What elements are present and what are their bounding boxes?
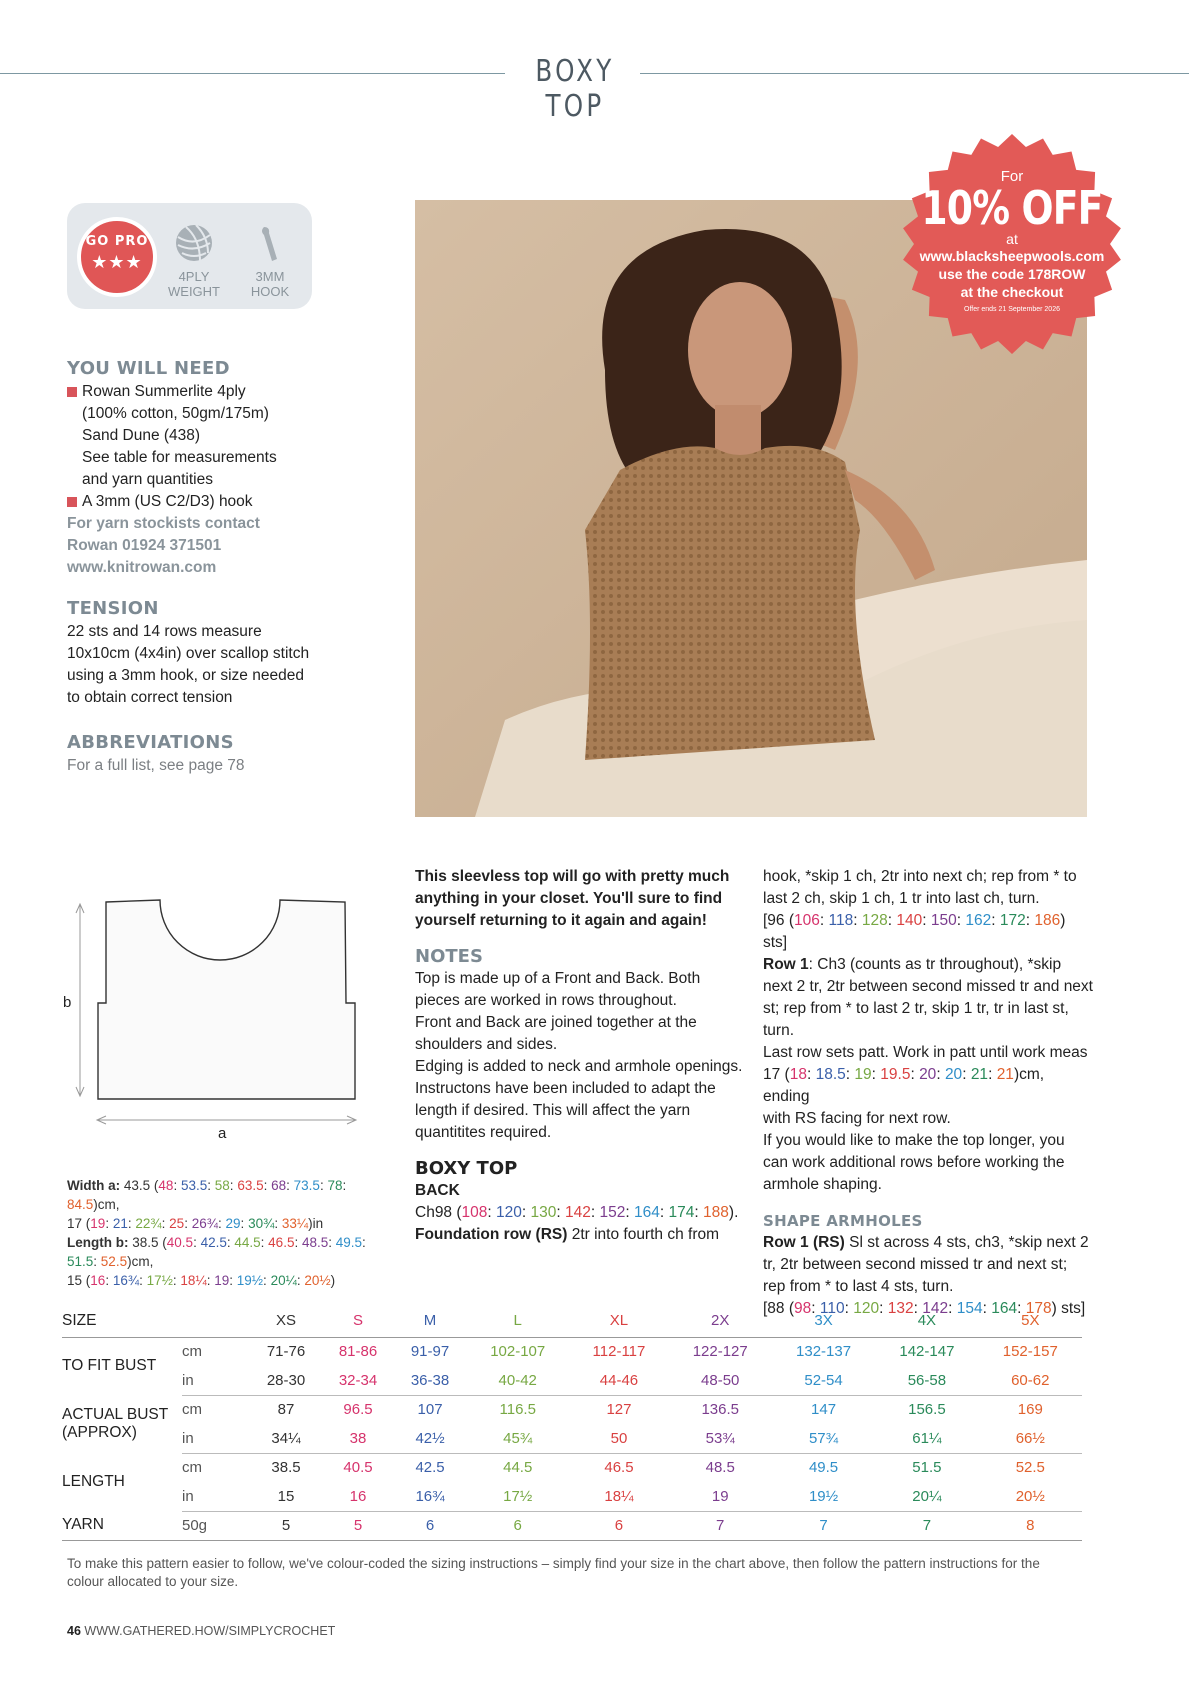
offer-checkout: at the checkout [960, 284, 1064, 300]
size-value: 52.5 [100, 1254, 128, 1269]
discount-offer-badge[interactable] [900, 132, 1124, 356]
intro-text: This sleevless top will go with pretty much anything in your closet. You'll sure to find yourself returning to it again and again! [415, 868, 730, 929]
unit-label: cm [182, 1401, 202, 1419]
table-cell: 16¾ [394, 1482, 466, 1511]
table-cell: 48-50 [669, 1366, 772, 1395]
table-cell: 112-117 [592, 1343, 646, 1361]
table-cell: 81-86 [338, 1343, 378, 1361]
abbreviations-text: For a full list, see page 78 [67, 757, 245, 774]
table-cell: 60-62 [979, 1366, 1082, 1395]
notes-heading: NOTES [415, 946, 483, 967]
meas-suffix: )cm, ending [763, 1066, 1045, 1105]
size-value: 73.5 [293, 1178, 320, 1193]
table-cell: 127 [606, 1401, 632, 1419]
size-value: 98 [794, 1300, 812, 1317]
yarn-row [62, 1511, 1082, 1540]
yarn-note-2: and yarn quantities [82, 471, 213, 488]
yarn-note-1: See table for measurements [82, 449, 277, 466]
size-value: 118 [828, 912, 854, 929]
size-value: 150 [930, 912, 957, 929]
back-heading: BACK [415, 1182, 460, 1199]
size-value: 58 [214, 1178, 230, 1193]
tension-line: 10x10cm (4x4in) over scallop stitch [67, 645, 310, 662]
size-label: SIZE [62, 1305, 182, 1337]
size-value: 19½ [236, 1273, 264, 1288]
size-value: 78 [327, 1178, 343, 1193]
size-value: 162 [965, 912, 992, 929]
size-value: 16 [90, 1273, 106, 1288]
row-label: YARN [62, 1511, 182, 1540]
table-header-row [62, 1305, 1082, 1337]
length-cm-values: 38.5 (40.5: 42.5: 44.5: 46.5: 48.5: 49.5: 51.5: 52.5) [67, 1235, 366, 1269]
folio-url: WWW.GATHERED.HOW/SIMPLYCROCHET [84, 1624, 336, 1638]
hook-line1: 3MM [255, 269, 285, 284]
length-in-values: 15 (16: 16¾: 17½: 18¼: 19: 19½: 20¼: 20½) [67, 1273, 336, 1288]
size-value: 18.5 [815, 1066, 846, 1083]
size-value: 178 [1025, 1300, 1052, 1317]
size-value: 186 [1034, 912, 1061, 929]
hook-size [235, 223, 305, 299]
skill-badge [67, 203, 312, 309]
page-title: BOXY TOP [535, 54, 615, 124]
size-value: 16¾ [112, 1273, 140, 1288]
size-header: 3X [772, 1305, 875, 1337]
table-cell: 71-76 [266, 1343, 306, 1361]
meas-values: 18: 18.5: 19: 19.5: 20: 20: 21: 21 [789, 1066, 1014, 1083]
size-value: 106 [794, 912, 820, 929]
table-cell: 132-137 [796, 1343, 852, 1361]
tension-line: using a 3mm hook, or size needed [67, 667, 304, 684]
table-cell: 32-34 [322, 1366, 394, 1395]
table-cell: 53¾ [669, 1424, 772, 1453]
arm-row-label: Row 1 (RS) [763, 1234, 845, 1251]
size-value: 174 [668, 1204, 695, 1221]
size-value: 154 [956, 1300, 983, 1317]
row-label: TO FIT BUST [62, 1357, 157, 1375]
foundation-label: Foundation row (RS) [415, 1226, 568, 1243]
size-value: 33¼ [281, 1216, 309, 1231]
size-value: 25 [169, 1216, 185, 1231]
table-cell: 20¼ [875, 1482, 978, 1511]
weight-line2: WEIGHT [168, 284, 220, 299]
size-value: 19 [90, 1216, 106, 1231]
unit-label: cm [182, 1459, 202, 1477]
size-value: 142 [565, 1204, 591, 1221]
table-cell: 169 [1017, 1401, 1043, 1419]
size-value: 46.5 [268, 1235, 295, 1250]
crochet-hook-icon [250, 223, 290, 263]
garment-outline [98, 900, 355, 1099]
sts1-prefix: [96 ( [763, 912, 795, 929]
size-value: 152 [599, 1204, 626, 1221]
size-value: 42.5 [200, 1235, 227, 1250]
table-row [62, 1366, 1082, 1395]
foundation-row [415, 1224, 745, 1246]
meas-prefix: 17 ( [763, 1066, 790, 1083]
sts2-prefix: [88 ( [763, 1300, 795, 1317]
sts2-suffix: ) sts] [1051, 1300, 1086, 1317]
size-value: 19 [854, 1066, 872, 1083]
yarn-weight [159, 223, 229, 299]
table-cell: 142-147 [899, 1343, 955, 1361]
table-cell: 36-38 [394, 1366, 466, 1395]
size-header: XS [250, 1305, 322, 1337]
size-value: 20¼ [270, 1273, 297, 1288]
yarn-item [67, 381, 387, 403]
ch-prefix: Ch98 ( [415, 1204, 462, 1221]
table-cell: 122-127 [692, 1343, 748, 1361]
table-cell: 8 [979, 1511, 1082, 1540]
size-header: 2X [669, 1305, 772, 1337]
table-cell: 18¼ [569, 1482, 668, 1511]
pattern-title: BOXY TOP [415, 1158, 518, 1179]
table-cell: 38 [322, 1424, 394, 1453]
size-value: 140 [896, 912, 923, 929]
stockist-line: For yarn stockists contact [67, 515, 260, 532]
size-value: 120 [853, 1300, 880, 1317]
size-value: 18 [789, 1066, 807, 1083]
size-value: 19 [214, 1273, 230, 1288]
table-cell: 5 [250, 1511, 322, 1540]
table-cell: 6 [466, 1511, 569, 1540]
table-cell: 50 [569, 1424, 668, 1453]
hook-text: A 3mm (US C2/D3) hook [82, 493, 253, 510]
table-row [62, 1453, 1082, 1482]
diagram-label-a: a [218, 1125, 227, 1140]
notes-para: Edging is added to neck and armhole openings. [415, 1058, 743, 1075]
size-value: 48 [158, 1178, 174, 1193]
yarn-name: Rowan Summerlite 4ply [82, 383, 246, 400]
row1-instruction [763, 954, 1093, 1042]
size-value: 21 [970, 1066, 989, 1083]
notes-para: Instructons have been included to adapt the length if desired. This will affect the yarn quantitites required. [415, 1080, 716, 1141]
table-cell: 15 [250, 1482, 322, 1511]
size-header: S [322, 1305, 394, 1337]
size-header: L [466, 1305, 569, 1337]
abbreviations-section [67, 732, 387, 777]
you-will-need-section [67, 358, 387, 579]
width-label: Width a: [67, 1178, 121, 1193]
skill-level-label: GO PRO [85, 234, 149, 249]
size-value: 130 [530, 1204, 557, 1221]
table-cell: 87 [277, 1401, 295, 1419]
table-cell: 107 [417, 1401, 443, 1419]
ch-suffix: ). [728, 1204, 739, 1221]
table-cell: 52.5 [1015, 1459, 1045, 1477]
table-cell: 16 [322, 1482, 394, 1511]
size-table [62, 1305, 1082, 1541]
table-cell: 57¾ [772, 1424, 875, 1453]
arm-row-text: Sl st across 4 sts, ch3, *skip next 2 tr, 2tr between second missed tr and next st; rep from * to last 4 sts, turn. [763, 1234, 1089, 1295]
table-cell: 44.5 [503, 1459, 533, 1477]
star-rating: ★★★ [91, 252, 143, 273]
yarn-composition: (100% cotton, 50gm/175m) [82, 405, 269, 422]
size-value: 20 [919, 1066, 937, 1083]
size-value: 63.5 [237, 1178, 264, 1193]
colour-code-footnote: To make this pattern easier to follow, we've colour-coded the sizing instructions – simply find your size in the chart above, then follow the pattern instructions for the colour allocated to your size. [67, 1556, 1040, 1589]
offer-at: at [1006, 231, 1018, 247]
table-cell: 45¾ [466, 1424, 569, 1453]
size-value: 53.5 [180, 1178, 208, 1193]
measure-instruction [763, 1064, 1093, 1108]
row-label: LENGTH [62, 1473, 125, 1490]
size-value: 142 [922, 1300, 949, 1317]
stockist-website: www.knitrowan.com [67, 559, 217, 576]
page-folio [67, 1624, 335, 1638]
size-value: 15 [67, 1273, 83, 1288]
size-header: 5X [979, 1305, 1082, 1337]
table-cell: 38.5 [271, 1459, 301, 1477]
unit-label: in [182, 1482, 250, 1511]
size-value: 51.5 [67, 1254, 94, 1269]
size-value: 20½ [304, 1273, 331, 1288]
size-value: 30¾ [248, 1216, 275, 1231]
size-value: 21 [112, 1216, 128, 1231]
unit-spacer [182, 1305, 250, 1337]
table-cell: 52-54 [772, 1366, 875, 1395]
stockist-phone: Rowan 01924 371501 [67, 537, 222, 554]
garment-schematic [60, 890, 360, 1140]
tension-heading: TENSION [67, 598, 159, 619]
size-value: 18¼ [180, 1273, 207, 1288]
table-cell: 44-46 [569, 1366, 668, 1395]
offer-small-print: Offer ends 21 September 2026 [964, 306, 1060, 313]
table-cell: 48.5 [705, 1459, 735, 1477]
size-value: 84.5 [67, 1197, 94, 1212]
size-value: 43.5 [123, 1178, 151, 1193]
armhole-row1 [763, 1232, 1093, 1298]
chain-instruction [415, 1202, 745, 1224]
notes-para: Top is made up of a Front and Back. Both pieces are worked in rows throughout. [415, 970, 701, 1009]
offer-code: use the code 178ROW [938, 266, 1086, 282]
size-value: 164 [634, 1204, 660, 1221]
header-rule-right [640, 73, 1189, 74]
row-label: ACTUAL BUST (APPROX) [62, 1406, 168, 1441]
table-cell: 42½ [394, 1424, 466, 1453]
size-value: 29 [225, 1216, 241, 1231]
table-cell: 6 [569, 1511, 668, 1540]
ch-values: 108: 120: 130: 142: 152: 164: 174: 188 [461, 1204, 729, 1221]
table-cell: 17½ [466, 1482, 569, 1511]
table-cell: 66½ [979, 1424, 1082, 1453]
table-cell: 7 [772, 1511, 875, 1540]
unit-label: cm [182, 1343, 202, 1361]
yarn-ball-icon [174, 223, 214, 263]
size-value: 22¾ [135, 1216, 162, 1231]
table-cell: 46.5 [604, 1459, 634, 1477]
patt-text: Last row sets patt. Work in patt until work meas [763, 1044, 1088, 1061]
unit-label: in [182, 1366, 250, 1395]
weight-line1: 4PLY [178, 269, 210, 284]
hook-item [67, 491, 387, 513]
table-cell: 96.5 [343, 1401, 373, 1419]
table-cell: 51.5 [912, 1459, 942, 1477]
table-cell: 61¼ [875, 1424, 978, 1453]
meas-tail: with RS facing for next row. [763, 1110, 951, 1127]
yarn-shade: Sand Dune (438) [82, 427, 201, 444]
hook-line2: HOOK [250, 284, 290, 299]
size-value: 48.5 [301, 1235, 329, 1250]
tension-line: 22 sts and 14 rows measure [67, 623, 262, 640]
stitch-count-1 [763, 910, 1093, 954]
size-value: 21 [996, 1066, 1014, 1083]
size-value: 17½ [146, 1273, 173, 1288]
table-cell: 20½ [979, 1482, 1082, 1511]
size-value: 44.5 [234, 1235, 261, 1250]
size-header: 4X [875, 1305, 978, 1337]
width-in-values: 17 (19: 21: 22¾: 25: 26¾: 29: 30¾: 33¼) [67, 1216, 313, 1231]
abbreviations-heading: ABBREVIATIONS [67, 732, 234, 753]
notes-para: Front and Back are joined together at the shoulders and sides. [415, 1014, 697, 1053]
tension-line: to obtain correct tension [67, 689, 233, 706]
table-cell: 56-58 [875, 1366, 978, 1395]
size-value: 188 [703, 1204, 729, 1221]
you-will-need-heading: YOU WILL NEED [67, 358, 230, 379]
skill-level-circle [77, 217, 157, 297]
size-value: 19.5 [880, 1066, 911, 1083]
table-cell: 91-97 [410, 1343, 450, 1361]
table-cell: 7 [669, 1511, 772, 1540]
size-value: 120 [496, 1204, 522, 1221]
table-cell: 5 [322, 1511, 394, 1540]
size-value: 128 [861, 912, 888, 929]
table-cell: 19½ [772, 1482, 875, 1511]
size-value: 38.5 [132, 1235, 159, 1250]
table-cell: 6 [394, 1511, 466, 1540]
table-cell: 40-42 [466, 1366, 569, 1395]
diagram-label-b: b [63, 994, 72, 1011]
pattern-column-2 [763, 866, 1093, 1320]
size-value: 26¾ [191, 1216, 218, 1231]
table-cell: 19 [669, 1482, 772, 1511]
offer-for: For [1000, 168, 1024, 185]
sts1-values: 106: 118: 128: 140: 150: 162: 172: 186 [794, 912, 1061, 929]
sts1-suffix: ) sts] [763, 912, 1066, 951]
armholes-heading: SHAPE ARMHOLES [763, 1212, 923, 1230]
foundation-text: 2tr into fourth ch from [567, 1226, 720, 1243]
width-cm-values: 43.5 (48: 53.5: 58: 63.5: 68: 73.5: 78: 84.5) [67, 1178, 347, 1212]
size-value: 108 [461, 1204, 488, 1221]
offer-url: www.blacksheepwools.com [919, 248, 1105, 264]
table-cell: 136.5 [701, 1401, 739, 1419]
size-value: 20 [944, 1066, 963, 1083]
length-label: Length b: [67, 1235, 129, 1250]
table-cell: 28-30 [250, 1366, 322, 1395]
table-cell: 152-157 [1002, 1343, 1058, 1361]
unit-label: in [182, 1424, 250, 1453]
table-row [62, 1337, 1082, 1366]
table-row [62, 1395, 1082, 1424]
table-cell: 49.5 [808, 1459, 839, 1477]
size-value: 132 [887, 1300, 914, 1317]
row1-text: : Ch3 (counts as tr throughout), *skip next 2 tr, 2tr between second missed tr and next st; rep from * to last 2 tr, skip 1 tr, tr in last st, turn. [763, 956, 1093, 1039]
tension-section [67, 598, 387, 709]
size-value: 164 [991, 1300, 1018, 1317]
length-cm-unit: cm, [131, 1254, 154, 1269]
table-cell: 34¼ [250, 1424, 322, 1453]
unit-label: 50g [182, 1511, 250, 1540]
size-value: 40.5 [166, 1235, 194, 1250]
table-cell: 42.5 [415, 1459, 445, 1477]
garment-measurements [67, 1176, 382, 1290]
table-cell: 7 [875, 1511, 978, 1540]
size-value: 49.5 [335, 1235, 363, 1250]
pattern-column-1 [415, 866, 745, 1246]
sts2-values: 98: 110: 120: 132: 142: 154: 164: 178 [794, 1300, 1052, 1317]
table-row [62, 1482, 1082, 1511]
table-cell: 116.5 [499, 1401, 536, 1419]
table-cell: 40.5 [343, 1459, 373, 1477]
longer-note: If you would like to make the top longer, you can work additional rows before working the armhole shaping. [763, 1132, 1065, 1193]
table-row [62, 1424, 1082, 1453]
table-cell: 156.5 [908, 1401, 946, 1419]
table-cell: 102-107 [490, 1343, 546, 1361]
width-in-unit: in [312, 1216, 324, 1231]
size-value: 172 [999, 912, 1026, 929]
size-value: 68 [271, 1178, 287, 1193]
header-rule-left [0, 73, 505, 74]
size-header: M [394, 1305, 466, 1337]
table-cell: 147 [811, 1401, 837, 1419]
size-header: XL [569, 1305, 668, 1337]
offer-headline: 10% OFF [921, 181, 1103, 235]
size-value: 110 [819, 1300, 845, 1317]
foundation-continued: hook, *skip 1 ch, 2tr into next ch; rep from * to last 2 ch, skip 1 ch, 1 tr into last ch, turn. [763, 868, 1077, 907]
width-cm-unit: cm, [97, 1197, 120, 1212]
page-number: 46 [67, 1624, 81, 1638]
size-value: 17 [67, 1216, 83, 1231]
row1-label: Row 1 [763, 956, 809, 973]
